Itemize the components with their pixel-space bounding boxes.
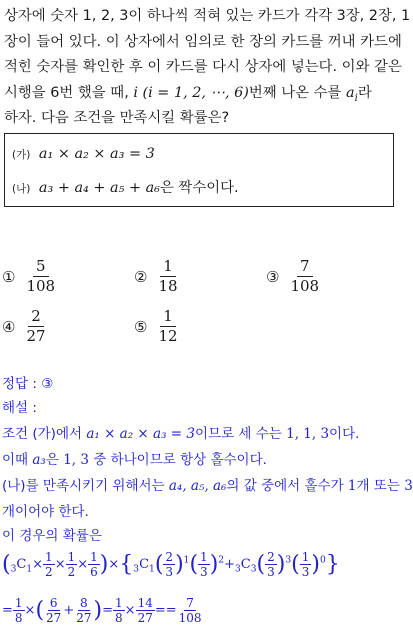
choice-2[interactable] bbox=[134, 258, 181, 295]
choice-4-numerator: 2 bbox=[28, 308, 44, 327]
solution-line-3-three: 3 bbox=[404, 478, 413, 494]
choice-4-fraction bbox=[23, 308, 48, 345]
choice-4-denominator: 27 bbox=[26, 327, 46, 345]
solution-line-5: 이 경우의 확률은 bbox=[2, 528, 102, 544]
problem-line-4-start: 시행을 6번 했을 때, bbox=[4, 84, 134, 101]
condition-na-tail: 은 짝수이다. bbox=[159, 180, 239, 196]
condition-na-label: (나) bbox=[12, 183, 31, 195]
sequence-symbol: a bbox=[346, 84, 355, 101]
solution-line-3-vars: a₄, a₅, a₆ bbox=[168, 478, 227, 494]
conditions-box bbox=[4, 133, 394, 207]
choice-1-denominator: 108 bbox=[26, 277, 56, 295]
solution-line-1-expr: a₁ × a₂ × a₃ = 3 bbox=[86, 426, 195, 442]
solution-line-1-e: 이다. bbox=[329, 426, 360, 442]
solution-line-4: 개이어야 한다. bbox=[2, 504, 89, 520]
choice-1-mark: ① bbox=[2, 267, 16, 286]
choice-3[interactable] bbox=[266, 258, 322, 295]
solution-line-2-e: 중 하나이므로 항상 홀수이다. bbox=[88, 452, 267, 468]
solution-heading: 해설 : bbox=[2, 400, 37, 416]
problem-text bbox=[4, 4, 411, 132]
solution-line-2-values: 1, 3 bbox=[63, 452, 89, 468]
condition-na bbox=[12, 176, 239, 197]
choice-3-denominator: 108 bbox=[290, 277, 320, 295]
solution-line-1-c: 이므로 세 수는 bbox=[194, 426, 287, 442]
condition-ga-label: (가) bbox=[12, 149, 31, 161]
solution-line-2-c: 은 bbox=[45, 452, 64, 468]
choice-4-mark: ④ bbox=[2, 317, 16, 336]
choice-2-denominator: 18 bbox=[158, 277, 178, 295]
final-probability bbox=[177, 596, 204, 625]
choice-5-denominator: 12 bbox=[158, 327, 178, 345]
probability-expression: ($_3C_1\times$ $\frac{1}{2}$ × $\frac{1}{2}$ × $\frac{1}{6}$ )$\times\{_3C_1$( $\frac{2}{3}$ )$^1$( $\frac{1}{3}$ )$^2+_3C_3$( $\frac{2}{3}$ )$^3$( $\frac{1}{3}$ )$^0$} bbox=[2, 550, 340, 579]
choice-5-mark: ⑤ bbox=[134, 317, 148, 336]
solution-line-3-c: 의 값 중에서 홀수가 bbox=[226, 478, 348, 494]
choice-5-fraction bbox=[155, 308, 180, 345]
problem-line-5: 하자. 다음 조건을 만족시킬 확률은? bbox=[4, 110, 230, 126]
choice-3-mark: ③ bbox=[266, 267, 280, 286]
sequence-subscript: i bbox=[354, 92, 358, 104]
solution-line-2-var: a₃ bbox=[32, 452, 46, 468]
probability-result: = $\frac{1}{8}$ ×( $\frac{6}{27}$ + $\frac{8}{27}$ )= $\frac{1}{8}$ × $\frac{14}{27}$ == $\frac{7}{108}$ bbox=[2, 596, 202, 625]
problem-line-3: 적힌 숫자를 확인한 후 이 카드를 다시 상자에 넣는다. 이와 같은 bbox=[4, 59, 402, 75]
choice-1-numerator: 5 bbox=[33, 258, 49, 277]
problem-line-1: 상자에 숫자 1, 2, 3이 하나씩 적혀 있는 카드가 각각 3장, 2장, 1 bbox=[4, 8, 411, 24]
condition-na-expression: a₃ + a₄ + a₅ + a₆ bbox=[38, 180, 160, 196]
index-range-expression: i (i = 1, 2, ⋯, 6) bbox=[133, 84, 249, 101]
choice-1-fraction bbox=[23, 258, 58, 295]
choice-5[interactable] bbox=[134, 308, 181, 345]
problem-line-4 bbox=[4, 81, 396, 107]
answer-choices bbox=[0, 250, 400, 350]
choice-4[interactable] bbox=[2, 308, 49, 345]
solution-line-1 bbox=[2, 422, 359, 447]
problem-line-2: 장이 들어 있다. 이 상자에서 임의로 한 장의 카드를 꺼내 카드에 bbox=[4, 33, 402, 50]
final-denominator: 108 bbox=[178, 611, 202, 625]
final-numerator: 7 bbox=[186, 596, 194, 610]
solution-line-1-values: 1, 1, 3 bbox=[286, 426, 330, 442]
solution-line-2 bbox=[2, 448, 267, 473]
condition-ga bbox=[12, 146, 155, 162]
solution-line-3-a: (나)를 만족시키기 위해서는 bbox=[2, 478, 169, 494]
choice-2-fraction bbox=[155, 258, 180, 295]
solution-line-3-one: 1 bbox=[347, 478, 357, 494]
choice-5-numerator: 1 bbox=[160, 308, 176, 327]
choice-3-numerator: 7 bbox=[297, 258, 313, 277]
problem-line-4-end: 라 bbox=[357, 84, 372, 101]
choice-1[interactable] bbox=[2, 258, 58, 295]
solution-section bbox=[2, 372, 413, 639]
problem-line-4-mid: 번째 나온 수를 bbox=[248, 84, 347, 101]
solution-line-3-e: 개 또는 bbox=[356, 478, 405, 494]
choice-3-fraction bbox=[287, 258, 322, 295]
answer-line: 정답 : ③ bbox=[2, 376, 54, 392]
solution-line-3 bbox=[2, 474, 413, 499]
choice-2-numerator: 1 bbox=[160, 258, 176, 277]
solution-line-1-a: 조건 (가)에서 bbox=[2, 426, 87, 442]
choice-2-mark: ② bbox=[134, 267, 148, 286]
solution-line-2-a: 이때 bbox=[2, 452, 33, 468]
condition-ga-expression: a₁ × a₂ × a₃ = 3 bbox=[38, 146, 155, 162]
